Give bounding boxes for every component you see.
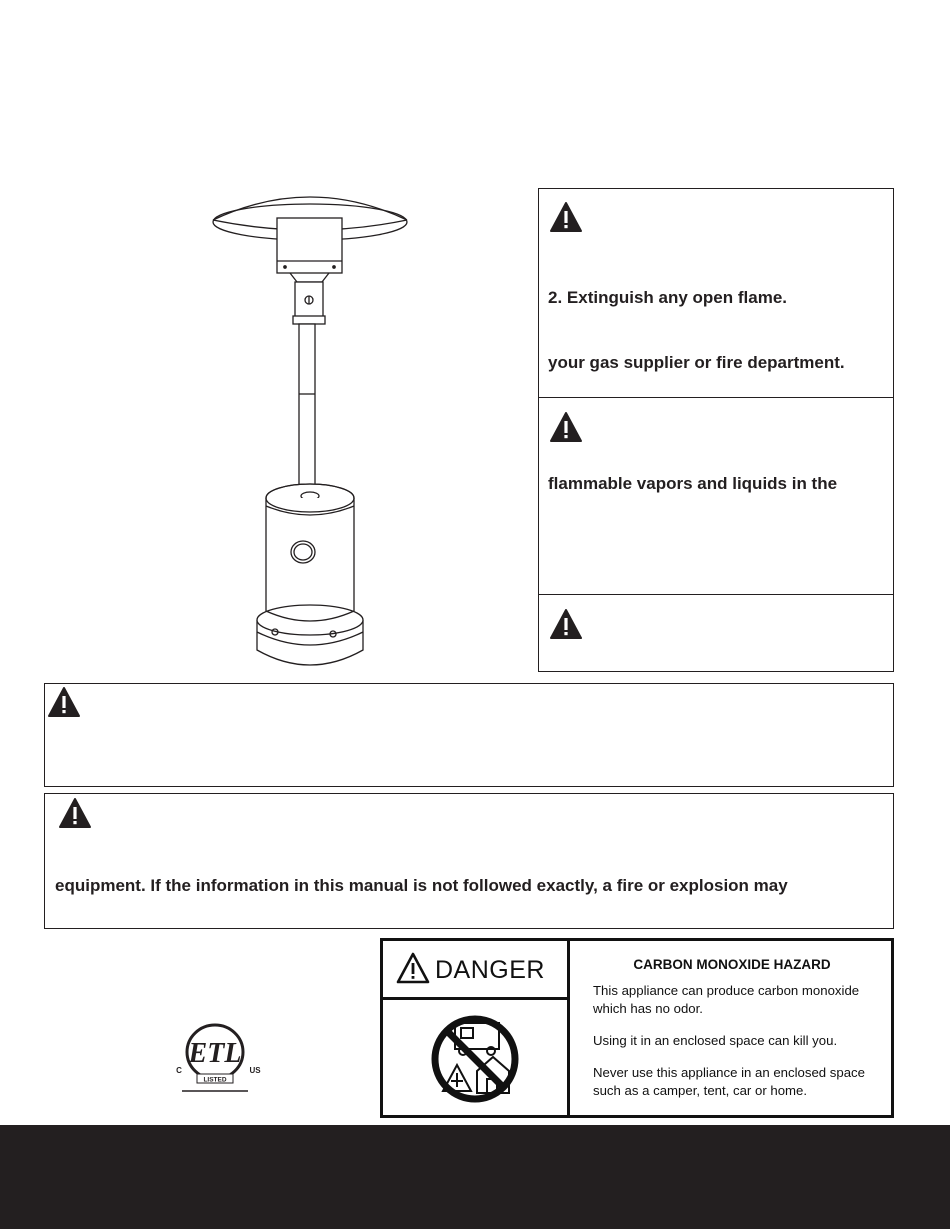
warning-triangle-icon [58,797,92,829]
warning-box-third [538,594,894,672]
co-hazard-line: which has no odor. [593,1001,703,1016]
warning-box-wide-1 [44,683,894,787]
co-hazard-line: This appliance can produce carbon monoxide [593,983,860,998]
danger-triangle-icon [395,951,431,985]
footer-bar [0,1125,950,1229]
warning-text-line: 2. Extinguish any open flame. [548,288,787,307]
etl-c-text: C [176,1066,182,1075]
warning-text-line: your gas supplier or fire department. [548,353,845,372]
danger-divider-horizontal [383,997,567,1000]
etl-us-text: US [249,1066,261,1075]
warning-triangle-icon [47,686,81,718]
danger-signal-word: DANGER [435,956,545,984]
warning-text-line: flammable vapors and liquids in the [548,474,838,493]
warning-box-wide-2 [44,793,894,929]
danger-co-label [380,938,894,1118]
warning-triangle-icon [549,201,583,233]
warning-triangle-icon [549,411,583,443]
warning-text-line: equipment. If the information in this manual is not followed exactly, a fire or explosion may [55,876,788,895]
warning-box-flammable-vapors [538,397,894,595]
etl-listed-text: LISTED [203,1076,227,1084]
co-hazard-line: Using it in an enclosed space can kill you. [593,1033,838,1048]
etl-mark-text: ETL [188,1038,242,1069]
warning-box-gas-odor [538,188,894,398]
patio-heater-illustration [205,188,415,673]
co-hazard-title: CARBON MONOXIDE HAZARD [633,957,831,972]
warning-triangle-icon [549,608,583,640]
no-indoor-use-icon [429,1009,521,1107]
co-hazard-line: Never use this appliance in an enclosed space [593,1065,865,1080]
co-hazard-line: such as a camper, tent, car or home. [593,1083,808,1098]
etl-listed-logo [170,1022,270,1094]
